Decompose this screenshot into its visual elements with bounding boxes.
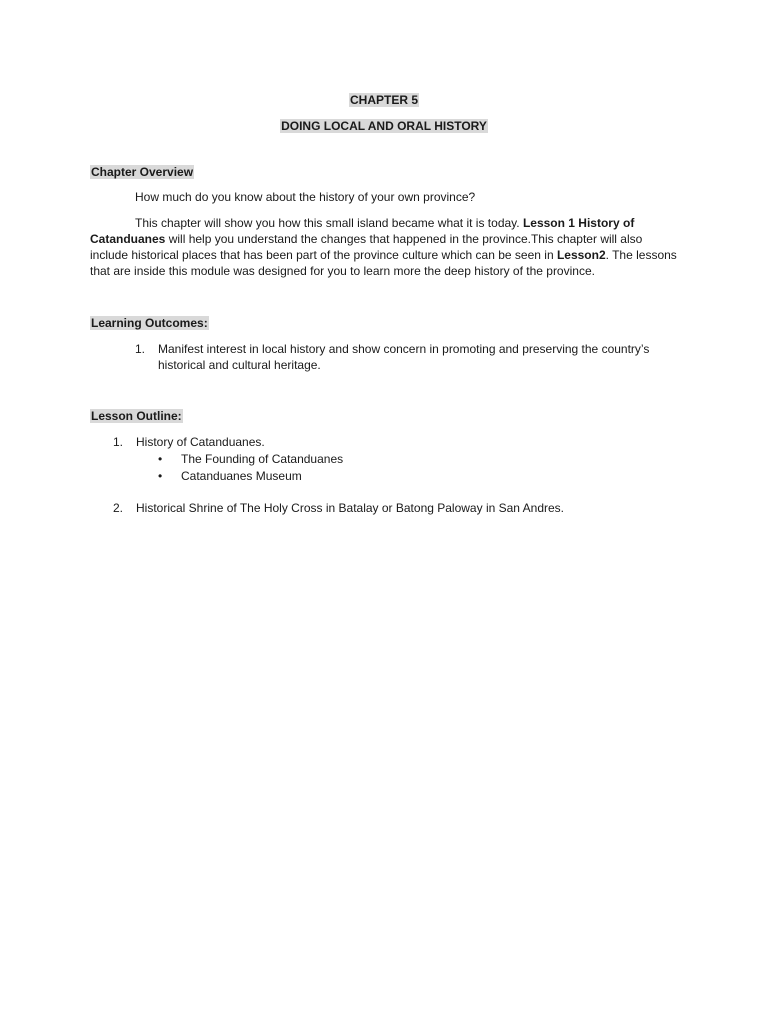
- lesson2-reference: Lesson2: [556, 248, 606, 262]
- lesson1-reference: Lesson 1 History of Catanduanes: [90, 216, 635, 246]
- outline-item-number: 1.: [113, 435, 124, 449]
- overview-heading-line: [90, 164, 194, 180]
- overview-paragraph: [90, 215, 680, 279]
- outcomes-heading-line: [90, 315, 209, 331]
- bullet-icon: •: [158, 452, 163, 466]
- outcome-text: Manifest interest in local history and show concern in promoting and preserving the country’s historical and cultural heritage.: [158, 342, 650, 372]
- overview-paragraph-text-1: This chapter will show you how this small island became what it is today.: [135, 216, 523, 230]
- outline-heading: Lesson Outline:: [91, 409, 182, 423]
- overview-paragraph-text-2: will help you understand the changes that happened in the province.This chapter will also include historical places that has been part of the province culture which can be seen in: [90, 232, 643, 262]
- outline-subitem: Catanduanes Museum: [181, 469, 302, 483]
- outline-item-text: Historical Shrine of The Holy Cross in Batalay or Batong Paloway in San Andres.: [136, 501, 564, 515]
- outline-item-text: History of Catanduanes.: [136, 435, 265, 449]
- outcome-number: 1.: [135, 342, 146, 356]
- outline-subitem: The Founding of Catanduanes: [181, 452, 344, 466]
- outline-heading-line: [90, 408, 183, 424]
- outcomes-heading: Learning Outcomes:: [91, 316, 208, 330]
- bullet-icon: •: [158, 469, 163, 483]
- chapter-number-line: [0, 92, 768, 108]
- overview-heading: Chapter Overview: [91, 165, 194, 179]
- overview-question: How much do you know about the history of your own province?: [135, 190, 476, 204]
- outline-item-number: 2.: [113, 501, 124, 515]
- overview-paragraph-text-3: . The lessons that are inside this module was designed for you to learn more the deep history of the province.: [90, 248, 677, 278]
- chapter-title: DOING LOCAL AND ORAL HISTORY: [281, 119, 487, 133]
- chapter-title-line: [0, 118, 768, 134]
- chapter-number: CHAPTER 5: [349, 93, 418, 107]
